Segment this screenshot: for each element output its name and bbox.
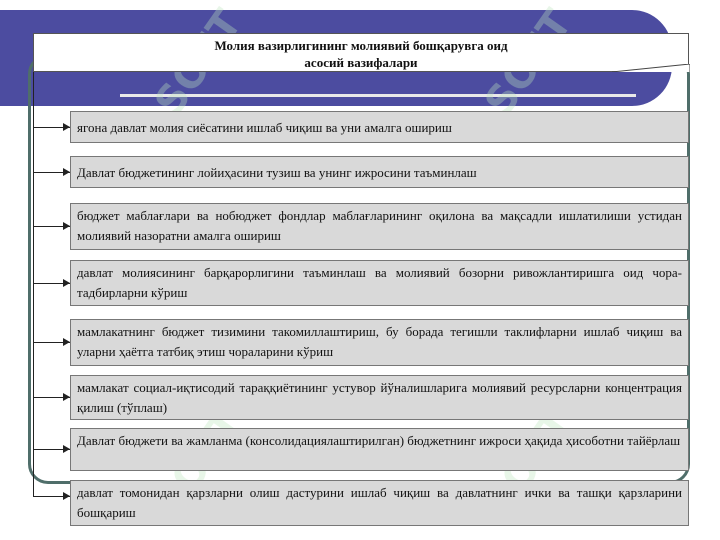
title-line-1: Молия вазирлигининг молиявий бошқарувга оид	[214, 38, 508, 53]
connector-arrow	[33, 449, 70, 450]
connector-spine	[33, 72, 34, 496]
task-box: ягона давлат молия сиёсатини ишлаб чиқиш ва уни амалга ошириш	[70, 111, 689, 143]
connector-arrow	[33, 342, 70, 343]
connector-arrow	[33, 127, 70, 128]
task-box: мамлакатнинг бюджет тизимини такомиллаштириш, бу борада тегишли таклифларни ишлаб чиқиш ва уларни ҳаётга татбиқ этиш чораларини кўриш	[70, 319, 689, 366]
connector-arrow	[33, 397, 70, 398]
connector-arrow	[33, 496, 70, 497]
task-box: Давлат бюджети ва жамланма (консолидациялаштирилган) бюджетнинг ижроси ҳақида ҳисоботни тайёрлаш	[70, 428, 689, 471]
header-rule	[120, 94, 636, 97]
title-line-2: асосий вазифалари	[304, 55, 418, 70]
connector-arrow	[33, 226, 70, 227]
connector-arrow	[33, 172, 70, 173]
task-box: давлат молиясининг барқарорлигини таъминлаш ва молиявий бозорни ривожлантиришга оид чора-тадбирларни кўриш	[70, 260, 689, 306]
task-box: давлат томонидан қарзларни олиш дастурини ишлаб чиқиш ва давлатнинг ички ва ташқи қарзларини бошқариш	[70, 480, 689, 526]
page-title	[33, 33, 689, 72]
connector-arrow	[33, 283, 70, 284]
task-box: Давлат бюджетининг лойиҳасини тузиш ва унинг ижросини таъминлаш	[70, 156, 689, 188]
task-box: мамлакат социал-иқтисодий тараққиётининг устувор йўналишларига молиявий ресурсларни концентрация қилиш (тўплаш)	[70, 375, 689, 420]
task-box: бюджет маблағлари ва нобюджет фондлар маблағларининг оқилона ва мақсадли ишлатилиши устидан молиявий назоратни амалга ошириш	[70, 203, 689, 250]
title-corner-fold	[612, 64, 690, 72]
